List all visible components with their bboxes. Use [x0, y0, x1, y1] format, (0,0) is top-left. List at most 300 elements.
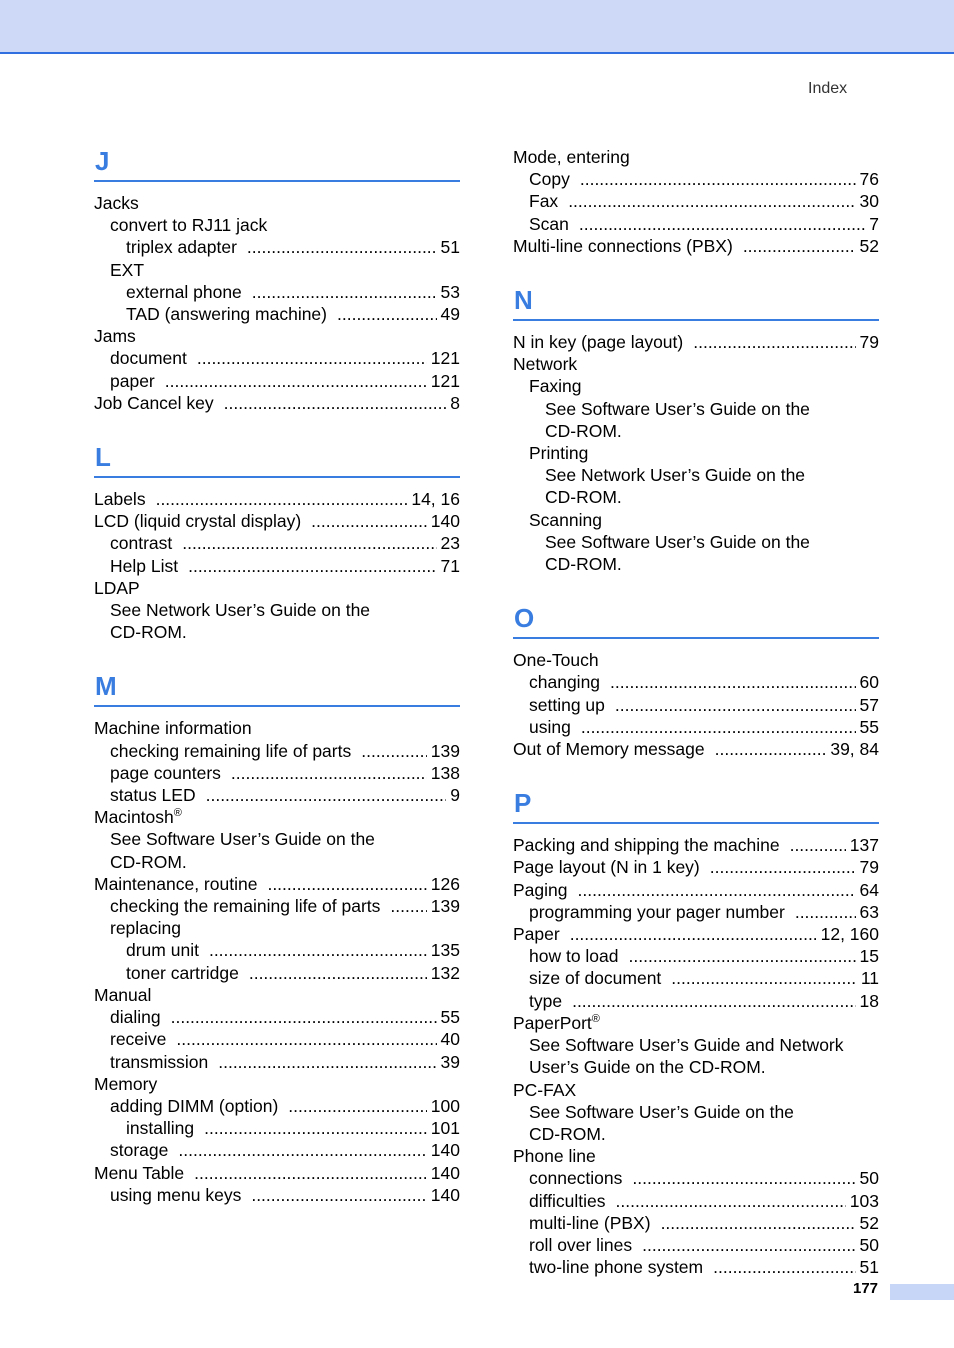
page-reference: 100	[430, 1095, 460, 1116]
index-entry	[513, 945, 879, 967]
index-term	[529, 1123, 606, 1145]
index-entry	[513, 375, 879, 397]
index-term-text: installing	[126, 1118, 195, 1139]
index-term	[513, 353, 577, 375]
index-term-text: PC-FAX	[513, 1079, 577, 1100]
index-term	[529, 1167, 622, 1189]
index-term	[94, 984, 151, 1006]
index-term-text: programming your pager number	[529, 901, 785, 922]
index-entry	[513, 1101, 879, 1123]
index-entry	[513, 509, 879, 531]
index-term-text: One-Touch	[513, 650, 599, 671]
index-entry	[94, 917, 460, 939]
index-entry	[94, 488, 460, 510]
dot-leader	[361, 740, 427, 762]
index-term	[529, 213, 569, 235]
index-term-text: replacing	[110, 918, 182, 939]
index-term	[529, 1034, 844, 1056]
index-term	[545, 420, 622, 442]
index-entry	[94, 621, 460, 643]
index-term	[110, 1095, 278, 1117]
index-entry	[513, 1145, 879, 1167]
index-entry	[513, 923, 879, 945]
dot-leader	[715, 738, 827, 760]
index-entry	[513, 1256, 879, 1278]
index-entry	[94, 1184, 460, 1206]
index-term	[94, 806, 182, 828]
index-term-text: page counters	[110, 762, 221, 783]
page-reference: 39	[440, 1051, 460, 1072]
index-term-text: two-line phone system	[529, 1257, 704, 1278]
index-term-text: receive	[110, 1029, 167, 1050]
index-term	[94, 325, 136, 347]
index-term	[94, 873, 257, 895]
index-term	[94, 192, 139, 214]
index-term	[110, 370, 155, 392]
index-term	[529, 168, 570, 190]
header-band	[0, 0, 954, 54]
page-reference: 51	[859, 1257, 879, 1278]
index-term-text: See Network User’s Guide on the	[110, 600, 371, 621]
page-reference: 71	[440, 555, 460, 576]
index-entry	[513, 1012, 879, 1034]
index-term-text: multi-line (PBX)	[529, 1212, 651, 1233]
index-term	[529, 1234, 632, 1256]
dot-leader	[252, 281, 437, 303]
index-term-text: Paging	[513, 879, 568, 900]
index-section	[513, 285, 879, 575]
dot-leader	[267, 873, 426, 895]
index-term	[110, 532, 172, 554]
index-term	[110, 1006, 161, 1028]
index-term	[126, 303, 327, 325]
page-reference: 138	[430, 762, 460, 783]
index-term-text: changing	[529, 672, 601, 693]
index-term-text: storage	[110, 1140, 169, 1161]
index-term-text: document	[110, 348, 187, 369]
index-entry	[513, 353, 879, 375]
section-letter-heading: O	[513, 603, 879, 639]
index-term	[513, 1145, 596, 1167]
page-reference: 101	[430, 1118, 460, 1139]
index-term-text: CD-ROM.	[110, 622, 187, 643]
index-term-text: external phone	[126, 281, 242, 302]
index-term	[513, 649, 599, 671]
index-term	[529, 901, 785, 923]
dot-leader	[632, 1167, 855, 1189]
dot-leader	[178, 1139, 426, 1161]
index-term-text: type	[529, 990, 563, 1011]
index-term-text: Printing	[529, 443, 589, 464]
index-entry	[94, 1162, 460, 1184]
dot-leader	[642, 1234, 855, 1256]
index-entry	[94, 577, 460, 599]
index-term	[110, 917, 181, 939]
index-term-text: LDAP	[94, 577, 140, 598]
dot-leader	[795, 901, 856, 923]
index-entry	[513, 553, 879, 575]
index-term-text: Fax	[529, 191, 559, 212]
index-term	[126, 1117, 194, 1139]
index-term	[545, 398, 810, 420]
index-term	[126, 962, 239, 984]
dot-leader	[231, 762, 427, 784]
index-entry	[513, 331, 879, 353]
index-entry	[513, 398, 879, 420]
index-term-text: Scan	[529, 213, 569, 234]
index-term-text: CD-ROM.	[545, 487, 622, 508]
index-entry	[513, 901, 879, 923]
index-entry	[94, 192, 460, 214]
dot-leader	[629, 945, 856, 967]
dot-leader	[615, 694, 856, 716]
index-entry	[94, 762, 460, 784]
page-tab-decoration	[890, 1284, 954, 1300]
index-term	[513, 1079, 576, 1101]
page-reference: 23	[440, 533, 460, 554]
page-reference: 14, 16	[411, 489, 460, 510]
dot-leader	[206, 784, 447, 806]
page-reference: 40	[440, 1029, 460, 1050]
index-term-text: Faxing	[529, 376, 582, 397]
index-term	[513, 738, 705, 760]
dot-leader	[311, 510, 427, 532]
page-reference: 121	[430, 348, 460, 369]
index-entry	[513, 1190, 879, 1212]
index-term-text: adding DIMM (option)	[110, 1095, 279, 1116]
index-term-text: See Software User’s Guide on the	[529, 1101, 794, 1122]
index-term-text: CD-ROM.	[545, 554, 622, 575]
index-term-text: Memory	[94, 1073, 158, 1094]
index-term-text: toner cartridge	[126, 962, 239, 983]
index-entry	[94, 532, 460, 554]
index-entry	[94, 1095, 460, 1117]
index-term	[529, 442, 588, 464]
index-term	[529, 1190, 606, 1212]
index-term	[513, 331, 683, 353]
page-reference: 60	[859, 672, 879, 693]
index-entry	[513, 671, 879, 693]
index-term-text: using menu keys	[110, 1184, 242, 1205]
index-term	[110, 599, 370, 621]
index-term	[545, 553, 622, 575]
index-term-text: paper	[110, 370, 155, 391]
index-term-text: Phone line	[513, 1146, 596, 1167]
dot-leader	[156, 488, 408, 510]
index-entry	[513, 967, 879, 989]
index-section	[513, 146, 879, 257]
page-reference: 18	[859, 990, 879, 1011]
index-section	[513, 788, 879, 1278]
index-entry	[94, 303, 460, 325]
dot-leader	[247, 236, 437, 258]
index-entry	[513, 442, 879, 464]
index-term	[126, 236, 237, 258]
index-term	[529, 967, 661, 989]
index-entry	[94, 873, 460, 895]
page-reference: 53	[440, 281, 460, 302]
index-entry	[94, 962, 460, 984]
index-section	[94, 671, 460, 1205]
index-entry	[94, 984, 460, 1006]
index-entry	[94, 828, 460, 850]
index-term-text: Packing and shipping the machine	[513, 835, 780, 856]
page-reference: 11	[860, 968, 879, 989]
dot-leader	[790, 834, 846, 856]
registered-mark: ®	[173, 807, 182, 820]
page-number: 177	[853, 1280, 879, 1297]
index-entry	[94, 1117, 460, 1139]
index-term-text: convert to RJ11 jack	[110, 215, 268, 236]
index-term-text: checking remaining life of parts	[110, 740, 352, 761]
section-letter-heading: L	[94, 442, 460, 478]
dot-leader	[572, 990, 855, 1012]
dot-leader	[671, 967, 857, 989]
index-term-text: Page layout (N in 1 key)	[513, 857, 700, 878]
index-term	[110, 621, 187, 643]
index-term	[529, 1101, 794, 1123]
index-term	[110, 762, 221, 784]
index-term-text: Out of Memory message	[513, 739, 705, 760]
index-term	[94, 510, 301, 532]
index-entry	[513, 738, 879, 760]
index-entry	[94, 555, 460, 577]
dot-leader	[165, 370, 427, 392]
index-entry	[94, 281, 460, 303]
index-entry	[513, 146, 879, 168]
dot-leader	[182, 532, 436, 554]
dot-leader	[578, 879, 856, 901]
index-term	[529, 945, 619, 967]
page-reference: 140	[430, 511, 460, 532]
index-entry	[513, 1212, 879, 1234]
index-entry	[94, 214, 460, 236]
section-letter-heading: J	[94, 146, 460, 182]
index-entry	[94, 236, 460, 258]
index-term-text: transmission	[110, 1051, 209, 1072]
index-entry	[513, 716, 879, 738]
index-entry	[94, 1051, 460, 1073]
index-entry	[94, 1139, 460, 1161]
index-term-text: connections	[529, 1168, 623, 1189]
index-entry	[94, 806, 460, 828]
page-reference: 50	[859, 1234, 879, 1255]
index-entry	[513, 1167, 879, 1189]
page-reference: 126	[430, 873, 460, 894]
index-entry	[94, 259, 460, 281]
dot-leader	[610, 671, 855, 693]
index-term-text: EXT	[110, 259, 145, 280]
index-term-text: Manual	[94, 984, 152, 1005]
index-term-text: roll over lines	[529, 1234, 633, 1255]
index-section	[513, 603, 879, 760]
index-term-text: User’s Guide on the CD-ROM.	[529, 1057, 766, 1078]
page-reference: 64	[859, 879, 879, 900]
index-term	[110, 784, 196, 806]
index-entry	[94, 740, 460, 762]
index-term	[110, 740, 351, 762]
dot-leader	[579, 213, 865, 235]
page-reference: 79	[859, 332, 879, 353]
index-term-text: TAD (answering machine)	[126, 304, 327, 325]
index-term-text: PaperPort	[513, 1012, 592, 1033]
dot-leader	[218, 1051, 436, 1073]
index-entry	[513, 1079, 879, 1101]
page-reference: 137	[849, 835, 879, 856]
index-entry	[94, 1073, 460, 1095]
page-reference: 139	[430, 896, 460, 917]
index-term	[126, 939, 199, 961]
page-reference: 140	[430, 1162, 460, 1183]
dot-leader	[176, 1028, 436, 1050]
index-term-text: See Network User’s Guide on the	[545, 465, 806, 486]
index-term-text: CD-ROM.	[110, 851, 187, 872]
index-term-text: See Software User’s Guide on the	[110, 829, 375, 850]
page-reference: 63	[859, 901, 879, 922]
page-reference: 52	[859, 1212, 879, 1233]
dot-leader	[224, 392, 447, 414]
index-entry	[513, 1034, 879, 1056]
index-term-text: Help List	[110, 555, 179, 576]
index-term	[529, 1056, 766, 1078]
dot-leader	[710, 856, 856, 878]
page-reference: 135	[430, 940, 460, 961]
index-term	[94, 488, 146, 510]
index-term-text: dialing	[110, 1007, 161, 1028]
index-term	[94, 1073, 157, 1095]
index-entry	[94, 599, 460, 621]
index-term-text: See Software User’s Guide on the	[545, 531, 810, 552]
index-entry	[513, 1056, 879, 1078]
index-term-text: triplex adapter	[126, 237, 237, 258]
index-term	[529, 375, 582, 397]
index-term	[513, 1012, 600, 1034]
index-term	[110, 828, 375, 850]
page-reference: 7	[869, 213, 879, 234]
page-reference: 140	[430, 1140, 460, 1161]
dot-leader	[209, 939, 427, 961]
index-term	[529, 694, 605, 716]
section-letter-heading: M	[94, 671, 460, 707]
index-term	[94, 1162, 184, 1184]
index-entry	[94, 939, 460, 961]
dot-leader	[194, 1162, 427, 1184]
index-term-text: CD-ROM.	[545, 420, 622, 441]
dot-leader	[197, 347, 427, 369]
index-term	[529, 671, 600, 693]
dot-leader	[616, 1190, 846, 1212]
dot-leader	[390, 895, 426, 917]
index-term-text: CD-ROM.	[529, 1123, 606, 1144]
index-entry	[94, 784, 460, 806]
index-term-text: See Software User’s Guide on the	[545, 398, 810, 419]
dot-leader	[249, 962, 427, 984]
index-term	[94, 577, 140, 599]
index-entry	[513, 694, 879, 716]
index-entry	[513, 990, 879, 1012]
index-section	[94, 146, 460, 414]
page-reference: 55	[440, 1007, 460, 1028]
dot-leader	[693, 331, 855, 353]
index-entry	[94, 717, 460, 739]
index-term	[110, 259, 144, 281]
dot-leader	[661, 1212, 856, 1234]
index-term-text: LCD (liquid crystal display)	[94, 511, 302, 532]
index-entry	[513, 235, 879, 257]
index-column-left	[94, 146, 460, 1234]
index-term	[545, 531, 810, 553]
index-term	[513, 235, 733, 257]
page-reference: 12, 160	[820, 924, 879, 945]
index-term-text: drum unit	[126, 940, 199, 961]
page-reference: 55	[859, 716, 879, 737]
index-term-text: Menu Table	[94, 1162, 185, 1183]
section-letter-heading: N	[513, 285, 879, 321]
index-term-text: Macintosh	[94, 807, 174, 828]
index-term-text: Paper	[513, 924, 560, 945]
index-term	[110, 851, 187, 873]
index-entry	[513, 1234, 879, 1256]
index-term	[529, 1212, 651, 1234]
index-term-text: checking the remaining life of parts	[110, 896, 381, 917]
page-reference: 51	[440, 237, 460, 258]
index-term-text: Copy	[529, 169, 570, 190]
index-term	[110, 895, 380, 917]
index-term	[110, 555, 178, 577]
index-entry	[513, 464, 879, 486]
page-reference: 132	[430, 962, 460, 983]
index-term	[110, 1184, 241, 1206]
index-term	[110, 1139, 168, 1161]
index-term	[110, 347, 187, 369]
page-reference: 9	[450, 785, 460, 806]
index-term-text: Jacks	[94, 193, 139, 213]
index-term	[529, 716, 571, 738]
index-entry	[513, 486, 879, 508]
index-term-text: Network	[513, 354, 578, 375]
index-term	[529, 509, 602, 531]
index-term-text: using	[529, 716, 571, 737]
index-entry	[513, 856, 879, 878]
page-reference: 103	[849, 1190, 879, 1211]
index-term	[545, 486, 622, 508]
index-entry	[513, 420, 879, 442]
index-entry	[94, 392, 460, 414]
index-term-text: Multi-line connections (PBX)	[513, 235, 733, 256]
index-entry	[94, 510, 460, 532]
index-term	[110, 1051, 208, 1073]
index-term	[513, 879, 568, 901]
dot-leader	[288, 1095, 427, 1117]
dot-leader	[570, 923, 817, 945]
index-term	[513, 856, 700, 878]
page-reference: 139	[430, 740, 460, 761]
dot-leader	[743, 235, 856, 257]
page-reference: 52	[859, 235, 879, 256]
index-entry	[513, 649, 879, 671]
index-term-text: Machine information	[94, 718, 252, 739]
dot-leader	[713, 1256, 855, 1278]
index-entry	[94, 1028, 460, 1050]
dot-leader	[188, 555, 436, 577]
page-reference: 30	[859, 191, 879, 212]
index-term	[545, 464, 805, 486]
index-term	[110, 1028, 166, 1050]
index-term	[529, 190, 558, 212]
index-term-text: Maintenance, routine	[94, 873, 258, 894]
index-term	[513, 146, 630, 168]
index-entry	[513, 834, 879, 856]
